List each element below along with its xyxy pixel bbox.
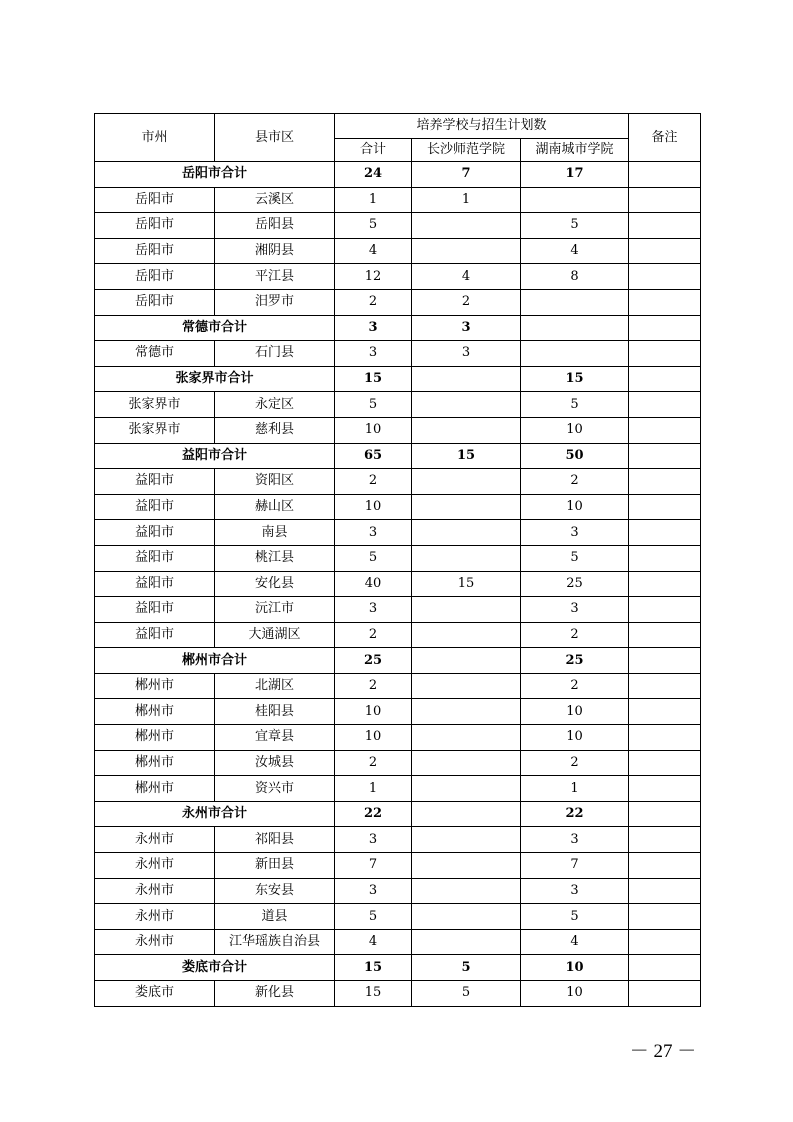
school1-cell <box>412 494 521 520</box>
note-cell <box>629 622 701 648</box>
note-cell <box>629 392 701 418</box>
note-cell <box>629 264 701 290</box>
table-header <box>95 114 701 162</box>
school2-cell <box>521 315 629 341</box>
table-row <box>95 827 701 853</box>
table-row <box>95 725 701 751</box>
school2-cell: 5 <box>521 904 629 930</box>
city-cell: 岳阳市 <box>95 289 215 315</box>
school2-cell: 50 <box>521 443 629 469</box>
school1-cell <box>412 238 521 264</box>
total-cell: 15 <box>335 981 412 1007</box>
school1-cell <box>412 392 521 418</box>
school1-cell: 5 <box>412 955 521 981</box>
total-cell: 7 <box>335 853 412 879</box>
school1-cell <box>412 673 521 699</box>
table-row <box>95 699 701 725</box>
school1-cell <box>412 545 521 571</box>
table-row <box>95 981 701 1007</box>
school1-cell <box>412 827 521 853</box>
total-cell: 5 <box>335 545 412 571</box>
county-cell: 岳阳县 <box>215 213 335 239</box>
county-cell: 云溪区 <box>215 187 335 213</box>
table-row <box>95 545 701 571</box>
total-cell: 2 <box>335 673 412 699</box>
note-cell <box>629 981 701 1007</box>
city-cell: 益阳市 <box>95 469 215 495</box>
city-cell: 岳阳市 <box>95 187 215 213</box>
note-cell <box>629 955 701 981</box>
school1-cell: 7 <box>412 162 521 188</box>
total-cell: 3 <box>335 827 412 853</box>
table-row <box>95 264 701 290</box>
school2-cell: 25 <box>521 648 629 674</box>
school2-cell <box>521 289 629 315</box>
note-cell <box>629 699 701 725</box>
note-cell <box>629 187 701 213</box>
school1-cell: 15 <box>412 571 521 597</box>
county-cell: 桃江县 <box>215 545 335 571</box>
school2-cell: 3 <box>521 827 629 853</box>
total-cell: 1 <box>335 776 412 802</box>
school1-cell: 5 <box>412 981 521 1007</box>
school2-cell: 2 <box>521 750 629 776</box>
subtotal-row <box>95 648 701 674</box>
note-cell <box>629 878 701 904</box>
school2-cell: 22 <box>521 801 629 827</box>
school1-cell: 3 <box>412 341 521 367</box>
school1-cell <box>412 520 521 546</box>
total-cell: 10 <box>335 699 412 725</box>
school2-cell: 10 <box>521 494 629 520</box>
school1-cell <box>412 366 521 392</box>
county-cell: 平江县 <box>215 264 335 290</box>
table-body <box>95 162 701 1007</box>
school2-cell: 10 <box>521 699 629 725</box>
county-cell: 湘阴县 <box>215 238 335 264</box>
school2-cell: 5 <box>521 545 629 571</box>
city-cell: 郴州市 <box>95 699 215 725</box>
city-cell: 益阳市 <box>95 622 215 648</box>
note-cell <box>629 417 701 443</box>
city-cell: 益阳市 <box>95 520 215 546</box>
total-cell: 4 <box>335 238 412 264</box>
total-cell: 5 <box>335 904 412 930</box>
county-cell: 祁阳县 <box>215 827 335 853</box>
total-cell: 2 <box>335 469 412 495</box>
total-cell: 22 <box>335 801 412 827</box>
header-note: 备注 <box>629 114 701 162</box>
total-cell: 5 <box>335 392 412 418</box>
note-cell <box>629 315 701 341</box>
subtotal-row <box>95 366 701 392</box>
note-cell <box>629 443 701 469</box>
total-cell: 10 <box>335 494 412 520</box>
total-cell: 40 <box>335 571 412 597</box>
school1-cell <box>412 213 521 239</box>
county-cell: 石门县 <box>215 341 335 367</box>
city-cell: 郴州市 <box>95 750 215 776</box>
note-cell <box>629 289 701 315</box>
total-cell: 3 <box>335 315 412 341</box>
subtotal-name-cell: 益阳市合计 <box>95 443 335 469</box>
subtotal-row <box>95 801 701 827</box>
subtotal-name-cell: 岳阳市合计 <box>95 162 335 188</box>
school1-cell: 2 <box>412 289 521 315</box>
school2-cell: 3 <box>521 520 629 546</box>
school1-cell <box>412 725 521 751</box>
school1-cell <box>412 776 521 802</box>
county-cell: 道县 <box>215 904 335 930</box>
subtotal-row <box>95 315 701 341</box>
county-cell: 赫山区 <box>215 494 335 520</box>
school1-cell <box>412 929 521 955</box>
city-cell: 郴州市 <box>95 776 215 802</box>
county-cell: 桂阳县 <box>215 699 335 725</box>
total-cell: 4 <box>335 929 412 955</box>
table-row <box>95 597 701 623</box>
note-cell <box>629 545 701 571</box>
table-row <box>95 238 701 264</box>
county-cell: 汝城县 <box>215 750 335 776</box>
note-cell <box>629 750 701 776</box>
school1-cell <box>412 597 521 623</box>
city-cell: 益阳市 <box>95 571 215 597</box>
school2-cell: 10 <box>521 981 629 1007</box>
total-cell: 3 <box>335 520 412 546</box>
school2-cell <box>521 341 629 367</box>
subtotal-name-cell: 永州市合计 <box>95 801 335 827</box>
total-cell: 10 <box>335 725 412 751</box>
city-cell: 岳阳市 <box>95 238 215 264</box>
county-cell: 东安县 <box>215 878 335 904</box>
table-row <box>95 494 701 520</box>
header-total: 合计 <box>335 139 412 162</box>
enrollment-plan-table <box>94 113 701 1007</box>
table-row <box>95 673 701 699</box>
county-cell: 北湖区 <box>215 673 335 699</box>
school2-cell: 15 <box>521 366 629 392</box>
total-cell: 2 <box>335 750 412 776</box>
note-cell <box>629 162 701 188</box>
county-cell: 沅江市 <box>215 597 335 623</box>
city-cell: 郴州市 <box>95 673 215 699</box>
note-cell <box>629 929 701 955</box>
subtotal-name-cell: 娄底市合计 <box>95 955 335 981</box>
school2-cell: 4 <box>521 929 629 955</box>
school2-cell: 8 <box>521 264 629 290</box>
county-cell: 资阳区 <box>215 469 335 495</box>
school2-cell: 3 <box>521 597 629 623</box>
note-cell <box>629 469 701 495</box>
note-cell <box>629 801 701 827</box>
school2-cell: 10 <box>521 417 629 443</box>
school2-cell: 5 <box>521 213 629 239</box>
city-cell: 益阳市 <box>95 545 215 571</box>
table-row <box>95 750 701 776</box>
note-cell <box>629 520 701 546</box>
table-row <box>95 469 701 495</box>
note-cell <box>629 776 701 802</box>
header-county: 县市区 <box>215 114 335 162</box>
city-cell: 永州市 <box>95 904 215 930</box>
note-cell <box>629 213 701 239</box>
note-cell <box>629 341 701 367</box>
school2-cell: 2 <box>521 469 629 495</box>
city-cell: 岳阳市 <box>95 213 215 239</box>
table-row <box>95 187 701 213</box>
school1-cell <box>412 853 521 879</box>
table-row <box>95 417 701 443</box>
city-cell: 常德市 <box>95 341 215 367</box>
county-cell: 宜章县 <box>215 725 335 751</box>
table-row <box>95 776 701 802</box>
total-cell: 65 <box>335 443 412 469</box>
subtotal-name-cell: 常德市合计 <box>95 315 335 341</box>
school1-cell <box>412 878 521 904</box>
city-cell: 益阳市 <box>95 494 215 520</box>
school2-cell: 4 <box>521 238 629 264</box>
note-cell <box>629 238 701 264</box>
county-cell: 永定区 <box>215 392 335 418</box>
county-cell: 安化县 <box>215 571 335 597</box>
school1-cell <box>412 417 521 443</box>
table-row <box>95 520 701 546</box>
county-cell: 新田县 <box>215 853 335 879</box>
total-cell: 15 <box>335 955 412 981</box>
total-cell: 25 <box>335 648 412 674</box>
table-row <box>95 571 701 597</box>
page-number: － 27 － <box>629 1041 697 1062</box>
note-cell <box>629 597 701 623</box>
note-cell <box>629 366 701 392</box>
table-row <box>95 929 701 955</box>
city-cell: 张家界市 <box>95 392 215 418</box>
county-cell: 大通湖区 <box>215 622 335 648</box>
city-cell: 永州市 <box>95 853 215 879</box>
note-cell <box>629 827 701 853</box>
school1-cell: 15 <box>412 443 521 469</box>
table-row <box>95 341 701 367</box>
subtotal-row <box>95 443 701 469</box>
table-row <box>95 289 701 315</box>
county-cell: 资兴市 <box>215 776 335 802</box>
total-cell: 12 <box>335 264 412 290</box>
note-cell <box>629 673 701 699</box>
subtotal-name-cell: 张家界市合计 <box>95 366 335 392</box>
total-cell: 1 <box>335 187 412 213</box>
county-cell: 慈利县 <box>215 417 335 443</box>
header-school-plan-group: 培养学校与招生计划数 <box>335 114 629 139</box>
subtotal-row <box>95 162 701 188</box>
school2-cell: 2 <box>521 622 629 648</box>
school2-cell: 17 <box>521 162 629 188</box>
school2-cell <box>521 187 629 213</box>
city-cell: 永州市 <box>95 827 215 853</box>
city-cell: 益阳市 <box>95 597 215 623</box>
school1-cell <box>412 648 521 674</box>
table-row <box>95 853 701 879</box>
total-cell: 15 <box>335 366 412 392</box>
county-cell: 新化县 <box>215 981 335 1007</box>
school1-cell <box>412 469 521 495</box>
note-cell <box>629 571 701 597</box>
school2-cell: 10 <box>521 725 629 751</box>
table-row <box>95 878 701 904</box>
school1-cell <box>412 904 521 930</box>
subtotal-name-cell: 郴州市合计 <box>95 648 335 674</box>
school2-cell: 7 <box>521 853 629 879</box>
total-cell: 10 <box>335 417 412 443</box>
city-cell: 永州市 <box>95 878 215 904</box>
city-cell: 娄底市 <box>95 981 215 1007</box>
total-cell: 5 <box>335 213 412 239</box>
total-cell: 3 <box>335 597 412 623</box>
school1-cell: 3 <box>412 315 521 341</box>
total-cell: 3 <box>335 878 412 904</box>
school1-cell <box>412 699 521 725</box>
total-cell: 2 <box>335 622 412 648</box>
note-cell <box>629 853 701 879</box>
city-cell: 张家界市 <box>95 417 215 443</box>
county-cell: 江华瑶族自治县 <box>215 929 335 955</box>
table-row <box>95 392 701 418</box>
header-school-hunan-city: 湖南城市学院 <box>521 139 629 162</box>
table-row <box>95 213 701 239</box>
note-cell <box>629 725 701 751</box>
school1-cell: 1 <box>412 187 521 213</box>
table-row <box>95 622 701 648</box>
table-row <box>95 904 701 930</box>
school1-cell <box>412 622 521 648</box>
school2-cell: 1 <box>521 776 629 802</box>
subtotal-row <box>95 955 701 981</box>
school2-cell: 2 <box>521 673 629 699</box>
note-cell <box>629 494 701 520</box>
school1-cell <box>412 801 521 827</box>
county-cell: 汨罗市 <box>215 289 335 315</box>
school1-cell: 4 <box>412 264 521 290</box>
school2-cell: 5 <box>521 392 629 418</box>
note-cell <box>629 904 701 930</box>
county-cell: 南县 <box>215 520 335 546</box>
school2-cell: 25 <box>521 571 629 597</box>
total-cell: 2 <box>335 289 412 315</box>
city-cell: 郴州市 <box>95 725 215 751</box>
total-cell: 24 <box>335 162 412 188</box>
school2-cell: 3 <box>521 878 629 904</box>
header-school-changsha-normal: 长沙师范学院 <box>412 139 521 162</box>
total-cell: 3 <box>335 341 412 367</box>
header-city: 市州 <box>95 114 215 162</box>
city-cell: 岳阳市 <box>95 264 215 290</box>
school1-cell <box>412 750 521 776</box>
school2-cell: 10 <box>521 955 629 981</box>
note-cell <box>629 648 701 674</box>
city-cell: 永州市 <box>95 929 215 955</box>
